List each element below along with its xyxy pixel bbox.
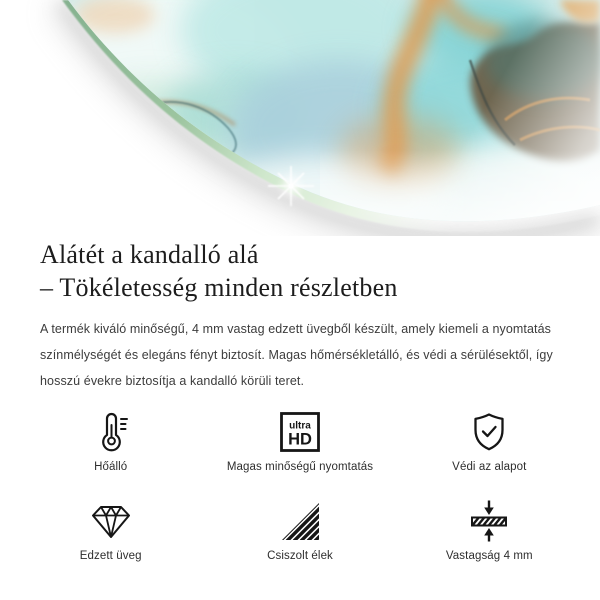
feature-label: Csiszolt élek [267, 550, 333, 562]
product-photo [0, 0, 600, 236]
glass-disc-art [0, 0, 600, 236]
feature-heat-resistant [16, 406, 205, 473]
title-line-2: – Tökéletesség minden részletben [40, 273, 398, 302]
feature-label: Edzett üveg [79, 550, 142, 562]
feature-label: Magas minőségű nyomtatás [226, 461, 374, 473]
feature-label: Hőálló [94, 461, 128, 473]
thickness-icon [467, 495, 511, 543]
feature-label: Védi az alapot [452, 461, 527, 473]
title-line-1: Alátét a kandalló alá [40, 240, 259, 269]
hd-text: HD [288, 430, 312, 449]
page-title [40, 238, 560, 304]
feature-label: Vastagság 4 mm [445, 550, 533, 562]
feature-grid [0, 406, 600, 562]
shield-check-icon [467, 406, 511, 454]
polished-edge-icon [278, 495, 322, 543]
product-description: A termék kiváló minőségű, 4 mm vastag edzett üvegből készült, amely kiemeli a nyomtatás színmélységét és elegáns fényt biztosít. Magas hőmérsékletálló, és védi a sérülésektől, így hosszú évekre biztosítja a kandalló körüli teret. [40, 322, 553, 388]
diamond-icon [89, 495, 133, 543]
thermometer-icon [89, 406, 133, 454]
feature-protects-base [395, 406, 584, 473]
feature-hd-print [205, 406, 394, 473]
feature-polished-edges [205, 495, 394, 562]
product-copy [0, 238, 600, 394]
feature-tempered-glass [16, 495, 205, 562]
feature-thickness [395, 495, 584, 562]
ultra-hd-icon [278, 406, 322, 454]
ultra-text: ultra [289, 420, 311, 432]
